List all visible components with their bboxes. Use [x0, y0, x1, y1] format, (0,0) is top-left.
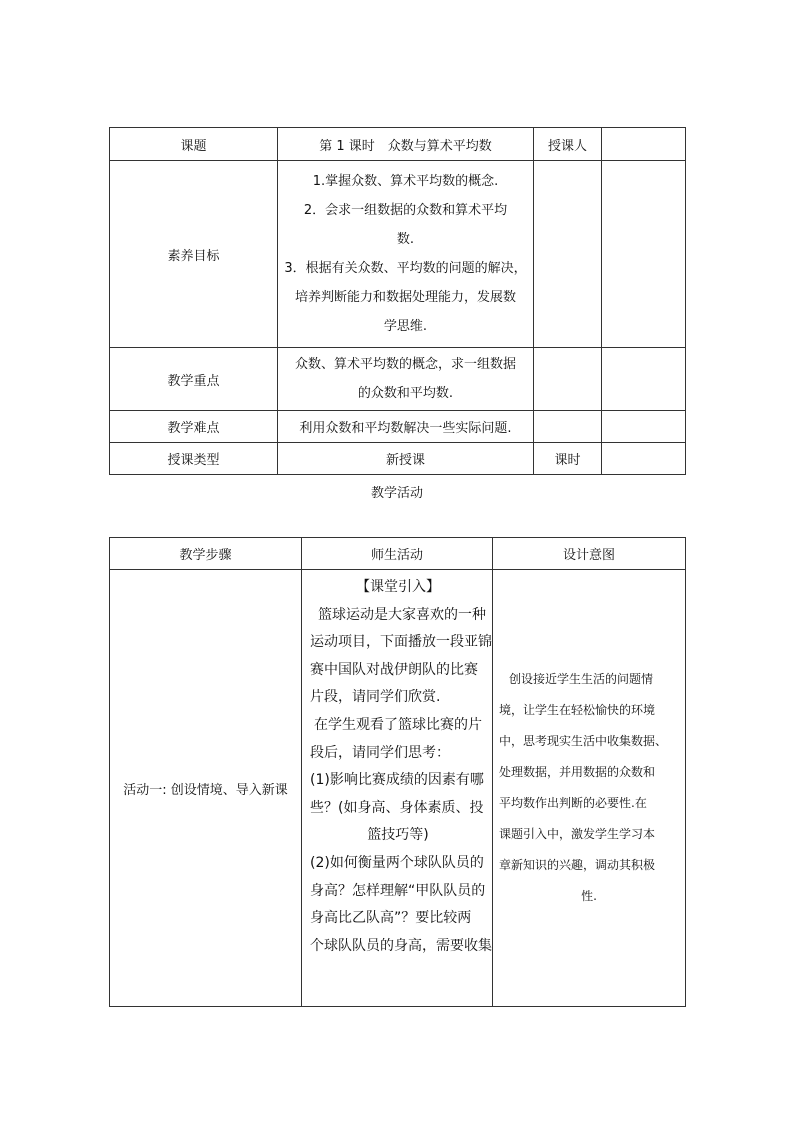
intent-line: 创设接近学生生活的问题情 [509, 672, 654, 686]
empty-cell [602, 348, 686, 411]
activity-line: 片段，请同学们欣赏. [310, 689, 441, 706]
teacher-value [602, 128, 686, 161]
activity-line: (1)影响比赛成绩的因素有哪 [310, 772, 484, 789]
intent-line: 平均数作出判断的必要性.在 [499, 796, 647, 810]
section-caption: 教学活动 [370, 486, 423, 501]
empty-cell [602, 411, 686, 443]
activity-line: 身高比乙队高”？要比较两 [310, 910, 472, 927]
goal-line: 2．会求一组数据的众数和算术平均 [303, 203, 508, 218]
teaching-activity-table [109, 537, 686, 1007]
intent-line: 课题引入中，激发学生学习本 [499, 827, 656, 841]
activity-line: 段后，请同学们思考： [310, 744, 450, 761]
lesson-type-label: 授课类型 [110, 443, 278, 475]
key-line: 的众数和平均数. [357, 386, 454, 401]
empty-cell [534, 161, 602, 348]
goal-line: 学思维. [383, 319, 428, 334]
activity-line: (2)如何衡量两个球队队员的 [310, 854, 484, 871]
intent-line: 性. [581, 889, 597, 903]
goals-content [278, 161, 534, 348]
difficulty-label: 教学难点 [110, 411, 278, 443]
goal-line: 1.掌握众数、算术平均数的概念. [312, 174, 499, 189]
difficulty-value: 利用众数和平均数解决一些实际问题. [278, 411, 534, 443]
lesson-info-table [109, 127, 686, 475]
intent-line: 境，让学生在轻松愉快的环境 [499, 703, 656, 717]
topic-label: 课题 [110, 128, 278, 161]
goal-line: 数. [396, 232, 415, 247]
step-name: 活动一: 创设情境、导入新课 [110, 570, 302, 1007]
key-points-content [278, 348, 534, 411]
topic-value: 第 1 课时 众数与算术平均数 [278, 128, 534, 161]
goal-line: 3．根据有关众数、平均数的问题的解决， [284, 261, 527, 276]
empty-cell [534, 348, 602, 411]
empty-cell [602, 161, 686, 348]
lesson-type-value: 新授课 [278, 443, 534, 475]
key-points-label: 教学重点 [110, 348, 278, 411]
activity-line: 赛中国队对战伊朗队的比赛 [310, 661, 478, 678]
activity-line: 篮球运动是大家喜欢的一种 [318, 606, 486, 623]
header-activities: 师生活动 [302, 538, 493, 570]
teacher-label: 授课人 [534, 128, 602, 161]
goal-line: 培养判断能力和数据处理能力，发展数 [294, 290, 516, 305]
header-intent: 设计意图 [493, 538, 686, 570]
activity-line: 【课堂引入】 [356, 579, 440, 595]
activity-line: 运动项目，下面播放一段亚锦 [310, 634, 492, 651]
header-steps: 教学步骤 [110, 538, 302, 570]
activity-line: 些？(如身高、身体素质、投 [310, 799, 484, 816]
intent-line: 处理数据，并用数据的众数和 [499, 765, 656, 779]
intent-line: 中，思考现实生活中收集数据、 [499, 734, 668, 748]
empty-cell [534, 411, 602, 443]
goals-label: 素养目标 [110, 161, 278, 348]
activity-line: 在学生观看了篮球比赛的片 [314, 716, 482, 733]
activity-line: 个球队队员的身高，需要收集 [310, 937, 492, 954]
hours-label: 课时 [534, 443, 602, 475]
intent-line: 章新知识的兴趣，调动其积极 [499, 858, 656, 872]
hours-value [602, 443, 686, 475]
activity-line: 篮技巧等) [367, 827, 429, 844]
intent-content [493, 570, 686, 1007]
activity-content [302, 570, 493, 1007]
key-line: 众数、算术平均数的概念，求一组数据 [294, 357, 516, 372]
activity-line: 身高？怎样理解“甲队队员的 [310, 882, 486, 899]
